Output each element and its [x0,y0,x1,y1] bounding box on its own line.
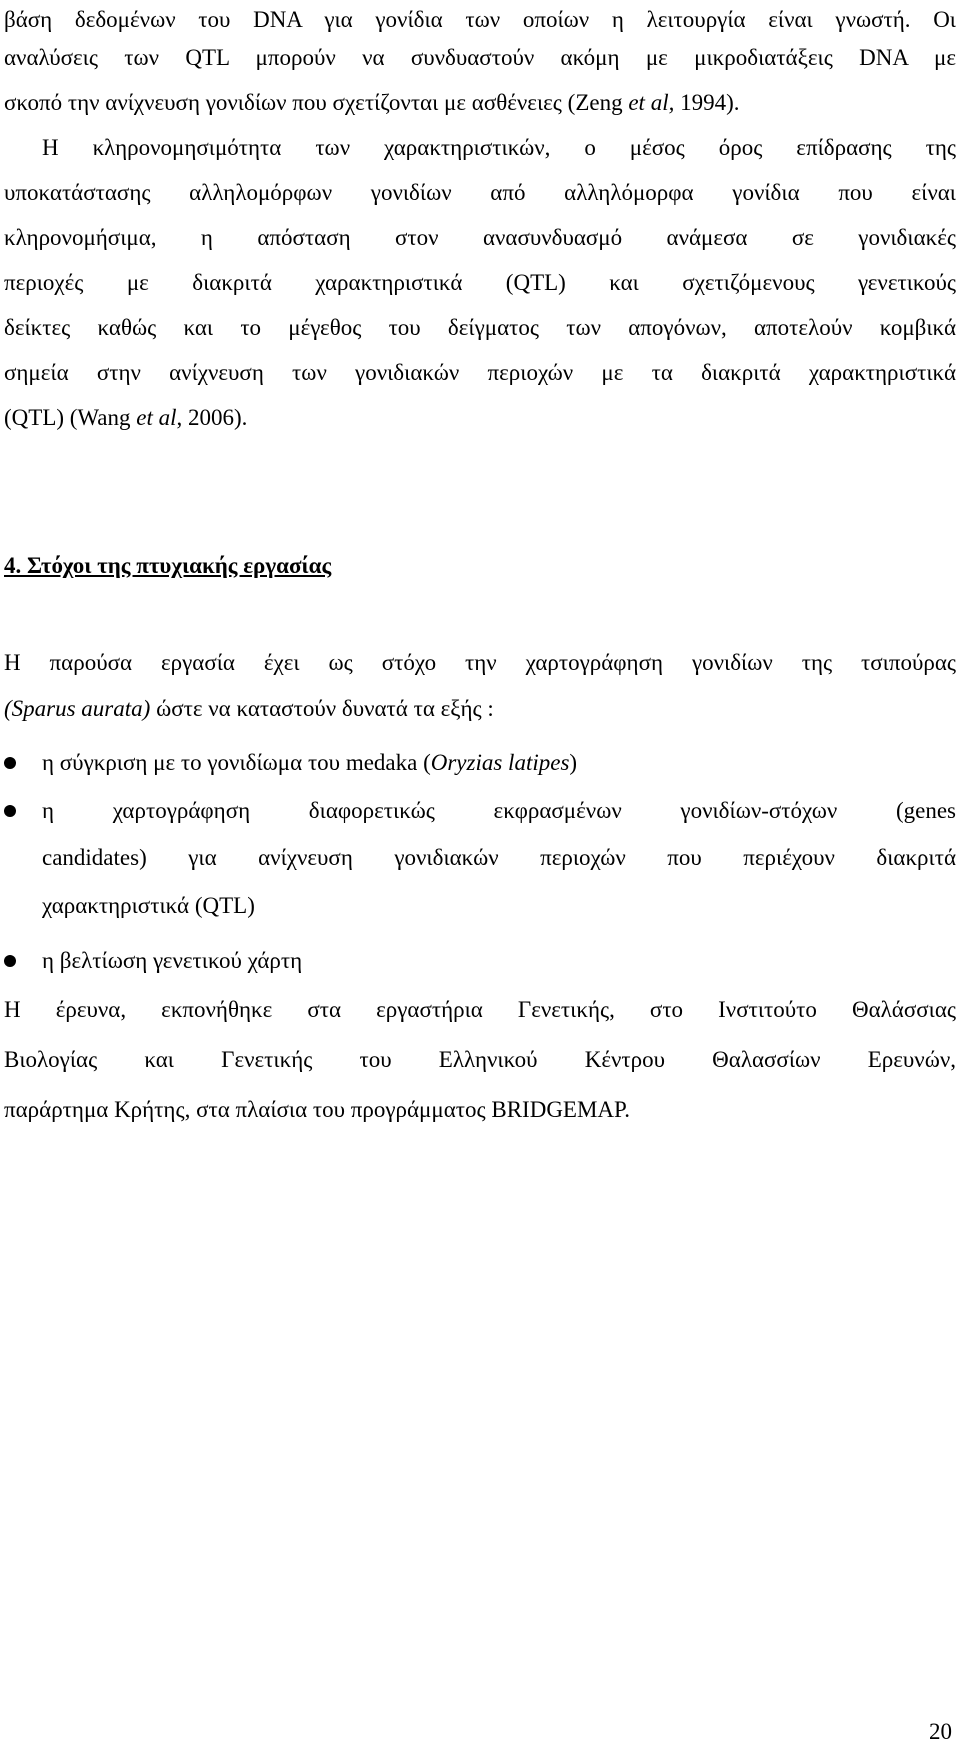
paragraph-2-line-3: κληρονομήσιμα, η απόσταση στον ανασυνδυασμό ανάμεσα σε γονιδιακές [4,225,956,250]
bullet-item-2-line-2: candidates) για ανίχνευση γονιδιακών περιοχών που περιέχουν διακριτά [42,845,956,870]
bullet-icon [4,955,16,967]
paragraph-2-line-4: περιοχές με διακριτά χαρακτηριστικά (QTL) και σχετιζόμενους γενετικούς [4,270,956,295]
section-heading: 4. Στόχοι της πτυχιακής εργασίας [4,553,332,578]
citation-et-al: et al, [628,90,675,115]
citation-author: (QTL) (Wang [4,405,137,430]
paragraph-4-line-3: παράρτημα Κρήτης, στα πλαίσια του προγράμματος BRIDGEMAP. [4,1097,631,1122]
bullet-icon [4,757,16,769]
paragraph-1-line-3 [4,83,956,123]
paragraph-4-line-2: Βιολογίας και Γενετικής του Ελληνικού Κέντρου Θαλασσίων Ερευνών, [4,1047,956,1072]
paragraph-2-line-5: δείκτες καθώς και το μέγεθος του δείγματος των απογόνων, αποτελούν κομβικά [4,315,956,340]
paragraph-1-line-2: αναλύσεις των QTL μπορούν να συνδυαστούν ακόμη με μικροδιατάξεις DNA με [4,45,956,70]
bullet-item-1-text: η σύγκριση με το γονιδίωμα του medaka ( [42,750,431,775]
paragraph-3-line-1: Η παρούσα εργασία έχει ως στόχο την χαρτογράφηση γονιδίων της τσιπούρας [4,650,956,675]
page-number: 20 [929,1719,952,1744]
paragraph-2-line-1: Η κληρονομησιμότητα των χαρακτηριστικών, ο μέσος όρος επίδρασης της [42,135,956,160]
bullet-item-3: η βελτίωση γενετικού χάρτη [42,948,303,973]
bullet-icon [4,805,16,817]
paragraph-1-line-3-text: σκοπό την ανίχνευση γονιδίων που σχετίζονται με ασθένειες (Zeng [4,90,629,115]
bullet-item-2-line-3: χαρακτηριστικά (QTL) [42,893,255,918]
paragraph-3-line-2-text: ώστε να καταστούν δυνατά τα εξής : [150,696,494,721]
species-name: (Sparus aurata) [4,696,151,721]
paragraph-4-line-1: Η έρευνα, εκπονήθηκε στα εργαστήρια Γενετικής, στο Ινστιτούτο Θαλάσσιας [4,997,956,1022]
paragraph-2-line-6: σημεία στην ανίχνευση των γονιδιακών περιοχών με τα διακριτά χαρακτηριστικά [4,360,956,385]
paragraph-2-line-2: υποκατάστασης αλληλομόρφων γονιδίων από αλληλόμορφα γονίδια που είναι [4,180,956,205]
citation-et-al: et al [136,405,177,430]
bullet-item-2-line-1: η χαρτογράφηση διαφορετικώς εκφρασμένων γονιδίων-στόχων (genes [42,798,956,823]
bullet-item-1-close: ) [569,750,578,775]
paragraph-2-line-7 [4,398,956,438]
paragraph-1-line-1: βάση δεδομένων του DNA για γονίδια των οποίων η λειτουργία είναι γνωστή. Οι [4,7,956,32]
citation-year: , 2006). [176,405,248,430]
paragraph-3-line-2 [4,689,956,729]
citation-year: 1994). [674,90,740,115]
bullet-item-1 [42,743,956,783]
species-name: Oryzias latipes [430,750,570,775]
